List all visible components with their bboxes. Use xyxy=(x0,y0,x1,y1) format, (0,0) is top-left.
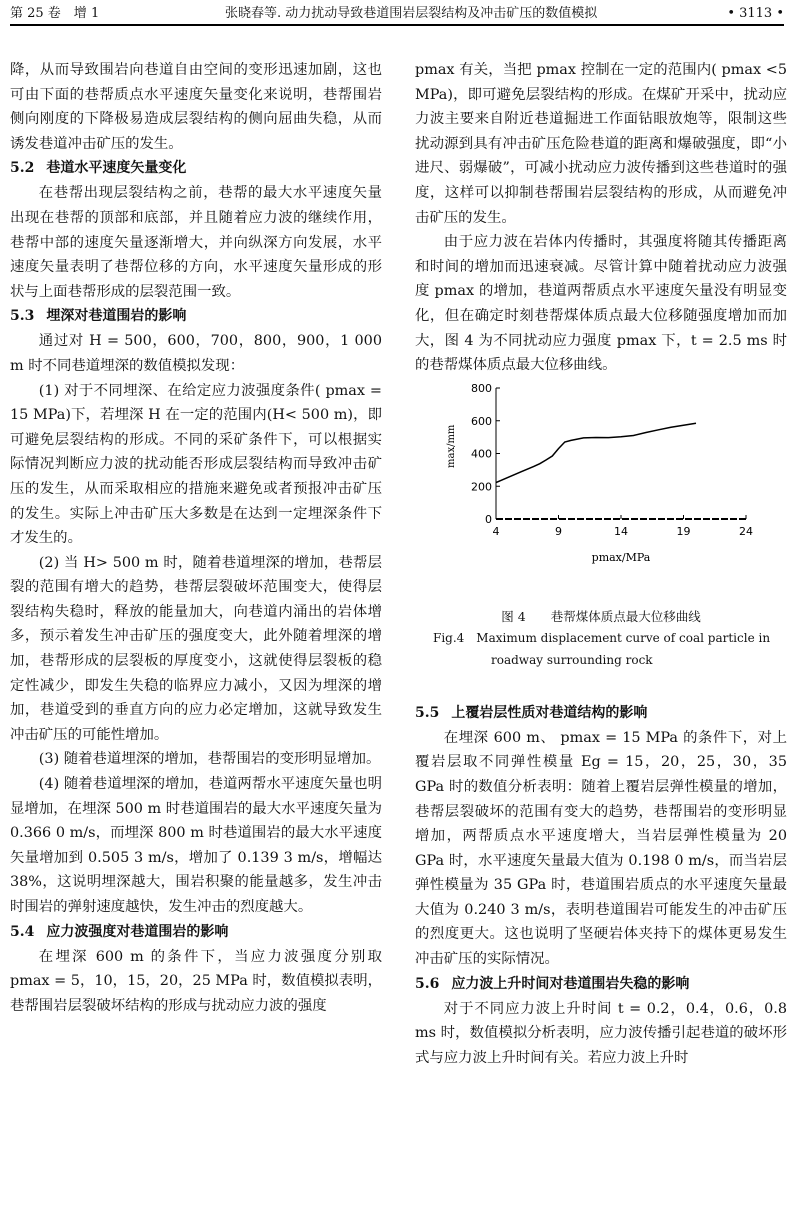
x-tick-label: 4 xyxy=(492,524,500,538)
section-heading-5-6 xyxy=(415,972,787,997)
y-tick-label: 400 xyxy=(471,447,492,461)
chart-ticks xyxy=(471,382,753,538)
paragraph: 对于不同应力波上升时间 t = 0.2，0.4，0.6，0.8 ms 时，数值模拟分析表明，应力波传播引起巷道的破坏形式与应力波上升时间有关。若应力波上升时 xyxy=(415,1000,787,1066)
x-tick-label: 14 xyxy=(614,524,628,538)
page-number: • 3113 • xyxy=(727,6,784,21)
running-header xyxy=(10,4,784,26)
x-tick-label: 9 xyxy=(555,524,562,538)
data-line xyxy=(496,423,696,482)
figure-caption-en-line1: Fig.4 Maximum displacement curve of coal particle in xyxy=(433,630,771,645)
paragraph: (3) 随着巷道埋深的增加，巷帮围岩的变形明显增加。 xyxy=(38,751,381,768)
section-heading-5-5 xyxy=(415,701,787,726)
section-number: 5.6 xyxy=(415,975,440,992)
displacement-chart xyxy=(415,378,787,606)
x-axis-label: pmax/MPa xyxy=(591,550,651,564)
section-heading-5-4 xyxy=(10,920,382,945)
paragraph: (4) 随着巷道埋深的增加，巷道两帮水平速度矢量也明显增加，在埋深 500 m 时巷道围岩的最大水平速度矢量为 0.366 0 m/s，而埋深 800 m 时巷道围岩的最大水平速度矢量增加到 0.505 3 m/s，增加了 0.139 3 m/s，增幅达 38%，这说明埋深越大，围岩积聚的能量越多，发生冲击时围岩的弹射速度越快，发生冲击的烈度越大。 xyxy=(10,776,382,915)
running-title: 张晓春等. 动力扰动导致巷道围岩层裂结构及冲击矿压的数值模拟 xyxy=(225,6,598,21)
y-tick-label: 200 xyxy=(471,479,492,493)
figure-caption-cn: 图 4 巷帮煤体质点最大位移曲线 xyxy=(501,608,701,624)
figure-caption-en xyxy=(415,627,787,671)
section-title: 埋深对巷道围岩的影响 xyxy=(46,308,187,325)
paragraph: 在埋深 600 m 的条件下，当应力波强度分别取 pmax = 5，10，15，20，25 MPa 时，数值模拟表明，巷帮围岩层裂破坏结构的形成与扰动应力波的强度 xyxy=(10,948,382,1014)
paragraph: (1) 对于不同埋深、在给定应力波强度条件( pmax = 15 MPa)下，若埋深 H 在一定的范围内(H< 500 m)，即可避免层裂结构的形成。不同的采矿条件下，可以根据实际情况判断应力波的扰动能否形成层裂结构而导致冲击矿压的发生，从而采取相应的措施来避免或者预报冲击矿压的发生。实际上冲击矿压大多数是在达到一定埋深条件下才发生的。 xyxy=(10,382,382,547)
figure-caption-en-line2: roadway surrounding rock xyxy=(491,652,653,667)
section-number: 5.2 xyxy=(10,160,35,177)
chart-axes xyxy=(496,388,746,519)
section-number: 5.4 xyxy=(10,923,35,940)
y-tick-label: 800 xyxy=(471,381,492,395)
section-title: 上覆岩层性质对巷道结构的影响 xyxy=(451,704,648,721)
x-tick-label: 24 xyxy=(739,524,753,538)
paragraph: pmax 有关，当把 pmax 控制在一定的范围内( pmax <5 MPa)，即可避免层裂结构的形成。在煤矿开采中，扰动应力波主要来自附近巷道掘进工作面钻眼放炮等，限制这些扰动源到具有冲击矿压危险巷道的距离和爆破强度，即“小进尺、弱爆破”，可减小扰动应力波传播到这些巷道时的强度，这样可以抑制巷帮围岩层裂结构的形成，从而避免冲击矿压的发生。 xyxy=(415,62,787,226)
paragraph: 由于应力波在岩体内传播时，其强度将随其传播距离和时间的增加而迅速衰减。尽管计算中随着扰动应力波强度 pmax 的增加，巷道两帮质点水平速度矢量没有明显变化，但在确定时刻巷帮煤体质点最大位移随强度增加而加大，图 4 为不同扰动应力强度 pmax 下，t = 2.5 ms 时的巷帮煤体质点最大位移曲线。 xyxy=(415,234,787,374)
section-title: 应力波强度对巷道围岩的影响 xyxy=(46,923,229,940)
y-axis-label: max/mm xyxy=(446,424,457,468)
section-number: 5.3 xyxy=(10,308,35,325)
paragraph: 在巷帮出现层裂结构之前，巷帮的最大水平速度矢量出现在巷帮的顶部和底部，并且随着应力波的继续作用，巷帮中部的速度矢量逐渐增大，并向纵深方向发展，水平速度矢量表明了巷帮位移的方向，水平速度矢量形成的形状与上面巷帮形成的层裂范围一致。 xyxy=(10,185,382,300)
section-title: 应力波上升时间对巷道围岩失稳的影响 xyxy=(451,975,690,992)
section-number: 5.5 xyxy=(415,704,440,721)
y-tick-label: 600 xyxy=(471,414,492,428)
section-heading-5-3 xyxy=(10,304,382,329)
paragraph: 降，从而导致围岩向巷道自由空间的变形迅速加剧，这也可由下面的巷帮质点水平速度矢量变化来说明，巷帮围岩侧向刚度的下降极易造成层裂结构的侧向屈曲失稳，从而诱发巷道冲击矿压的发生。 xyxy=(10,62,382,152)
figure-4 xyxy=(415,378,787,606)
y-tick-label: 0 xyxy=(485,512,492,526)
section-title: 巷道水平速度矢量变化 xyxy=(46,160,187,177)
section-heading-5-2 xyxy=(10,156,382,181)
paragraph: 通过对 H = 500，600，700，800，900，1 000 m 时不同巷道埋深的数值模拟发现： xyxy=(10,333,382,374)
left-column xyxy=(10,58,382,1018)
x-tick-label: 19 xyxy=(676,524,691,538)
right-column xyxy=(415,58,787,1070)
paragraph: (2) 当 H> 500 m 时，随着巷道埋深的增加，巷帮层裂的范围有增大的趋势，巷帮层裂破坏范围变大，使得层裂结构失稳时，释放的能量加大，向巷道内涌出的岩体增多，预示着发生冲击矿压的强度变大，此外随着埋深的增加，巷帮形成的层裂板的厚度变小，这就使得层裂板的稳定性减少，即发生失稳的临界应力减小，又因为埋深的增加，巷道受到的垂直方向的应力必定增加，这就导致发生冲击矿压的可能性增加。 xyxy=(10,554,382,743)
paragraph: 在埋深 600 m、 pmax = 15 MPa 的条件下，对上覆岩层取不同弹性模量 Eg = 15，20，25，30，35 GPa 时的数值分析表明：随着上覆岩层弹性模量的增加，巷帮层裂破坏的范围有变大的趋势，巷帮围岩的变形明显增加，两帮质点水平速度增大，当岩层弹性模量为 20 GPa 时，水平速度矢量最大值为 0.198 0 m/s，而当岩层弹性模量为 35 GPa 时，巷道围岩质点的水平速度矢量最大值为 0.240 3 m/s，表明巷道围岩可能发生的冲击矿压的烈度更大。这也说明了坚硬岩体夹持下的煤体更易发生冲击矿压的实际情况。 xyxy=(415,729,787,968)
journal-volume: 第 25 卷 增 1 xyxy=(10,6,100,21)
